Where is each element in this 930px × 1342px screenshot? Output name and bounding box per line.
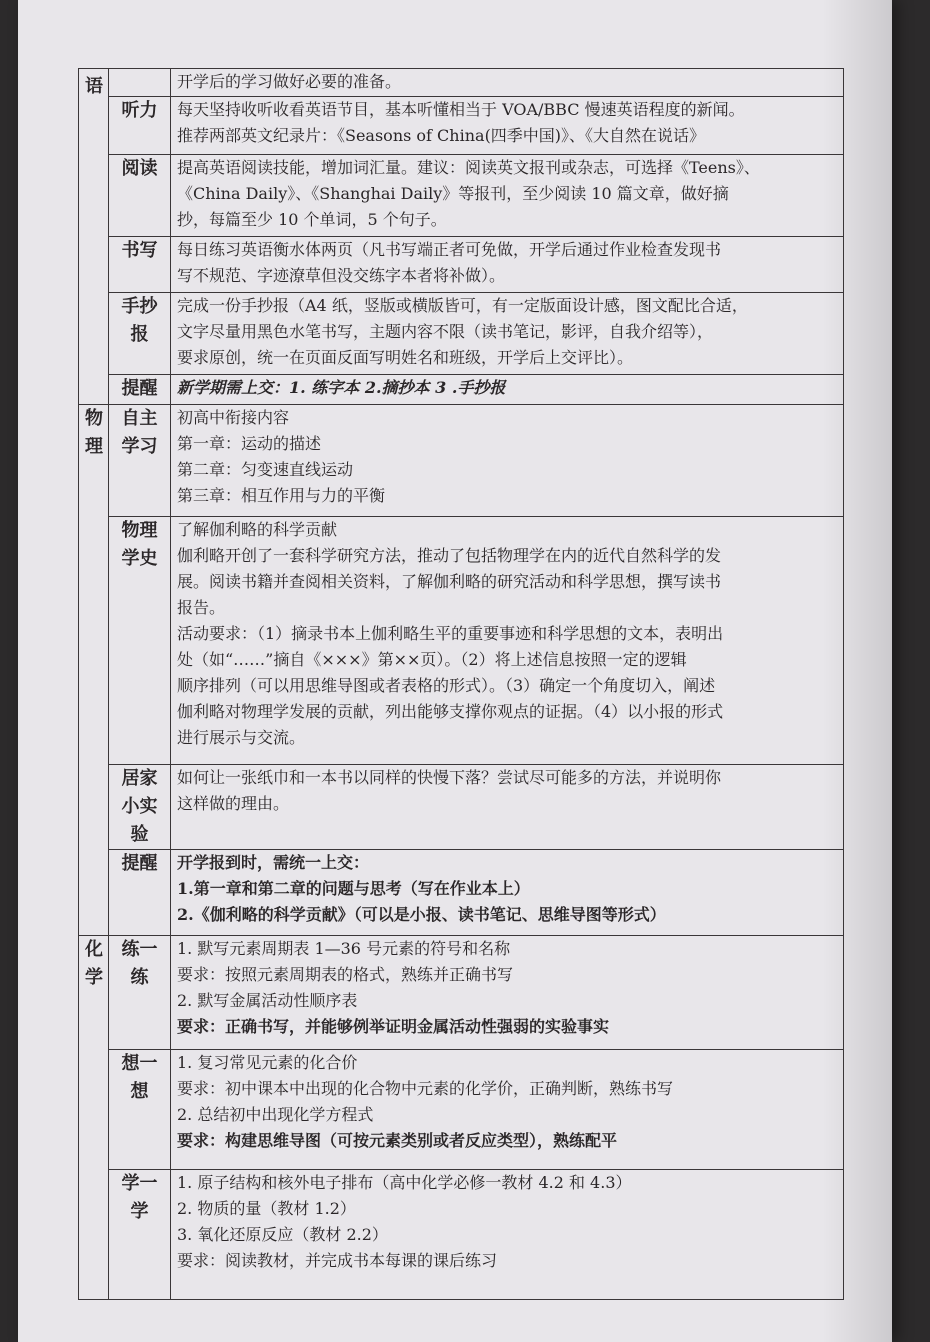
label-think: 想一想: [109, 1050, 171, 1170]
homework-table: [78, 68, 844, 1300]
english-row-listening: [79, 97, 844, 155]
english-intro-label: [109, 69, 171, 97]
english-row-handcopy: [79, 293, 844, 375]
chemistry-row-think: [79, 1050, 844, 1170]
physics-row-self-study: [79, 405, 844, 517]
content-think: 1. 复习常见元素的化合价 要求：初中课本中出现的化合物中元素的化学价，正确判断，熟练书写 2. 总结初中出现化学方程式 要求：构建思维导图（可按元素类别或者反应类型），熟练配平: [171, 1050, 844, 1170]
physics-row-reminder: [79, 850, 844, 936]
subject-physics: 物理: [79, 405, 109, 936]
content-reading: 提高英语阅读技能，增加词汇量。建议：阅读英文报刊或杂志，可选择《Teens》、 《China Daily》、《Shanghai Daily》等报刊，至少阅读 10 篇文章，做好摘 抄，每篇至少 10 个单词，5 个句子。: [171, 155, 844, 237]
subject-english: 语: [79, 69, 109, 405]
label-english-reminder: 提醒: [109, 375, 171, 405]
chemistry-row-practice: [79, 936, 844, 1050]
label-practice: 练一练: [109, 936, 171, 1050]
content-english-reminder: 新学期需上交：1. 练字本 2.摘抄本 3 .手抄报: [171, 375, 844, 405]
label-physics-reminder: 提醒: [109, 850, 171, 936]
physics-row-experiment: [79, 765, 844, 850]
label-self-study: 自主学习: [109, 405, 171, 517]
content-handcopy: 完成一份手抄报（A4 纸，竖版或横版皆可，有一定版面设计感，图文配比合适， 文字尽量用黑色水笔书写，主题内容不限（读书笔记，影评，自我介绍等）， 要求原创，统一在页面反面写明姓名和班级，开学后上交评比）。: [171, 293, 844, 375]
english-intro: 开学后的学习做好必要的准备。: [171, 69, 844, 97]
subject-chemistry: 化学: [79, 936, 109, 1300]
content-writing: 每日练习英语衡水体两页（凡书写端正者可免做，开学后通过作业检查发现书 写不规范、字迹潦草但没交练字本者将补做）。: [171, 237, 844, 293]
content-physics-history: 了解伽利略的科学贡献 伽利略开创了一套科学研究方法，推动了包括物理学在内的近代自然科学的发 展。阅读书籍并查阅相关资料，了解伽利略的研究活动和科学思想，撰写读书 报告。 活动要求：（1）摘录书本上伽利略生平的重要事迹和科学思想的文本，表明出 处（如“……”摘自《×××》第××页）。（2）将上述信息按照一定的逻辑 顺序排列（可以用思维导图或者表格的形式）。（3）确定一个角度切入，阐述 伽利略对物理学发展的贡献，列出能够支撑你观点的证据。（4）以小报的形式 进行展示与交流。: [171, 517, 844, 765]
content-self-study: 初高中衔接内容 第一章：运动的描述 第二章：匀变速直线运动 第三章：相互作用与力的平衡: [171, 405, 844, 517]
label-writing: 书写: [109, 237, 171, 293]
english-row-reading: [79, 155, 844, 237]
label-listening: 听力: [109, 97, 171, 155]
label-handcopy: 手抄报: [109, 293, 171, 375]
content-learn: 1. 原子结构和核外电子排布（高中化学必修一教材 4.2 和 4.3） 2. 物质的量（教材 1.2） 3. 氧化还原反应（教材 2.2） 要求：阅读教材，并完成书本每课的课后练习: [171, 1170, 844, 1300]
label-reading: 阅读: [109, 155, 171, 237]
label-learn: 学一学: [109, 1170, 171, 1300]
label-home-experiment: 居家小实验: [109, 765, 171, 850]
content-practice: 1. 默写元素周期表 1—36 号元素的符号和名称 要求：按照元素周期表的格式，熟练并正确书写 2. 默写金属活动性顺序表 要求：正确书写，并能够例举证明金属活动性强弱的实验事实: [171, 936, 844, 1050]
content-home-experiment: 如何让一张纸巾和一本书以同样的快慢下落？尝试尽可能多的方法，并说明你 这样做的理由。: [171, 765, 844, 850]
english-row-writing: [79, 237, 844, 293]
label-physics-history: 物理学史: [109, 517, 171, 765]
document-page: [18, 0, 892, 1342]
content-listening: 每天坚持收听收看英语节目，基本听懂相当于 VOA/BBC 慢速英语程度的新闻。 推荐两部英文纪录片：《Seasons of China(四季中国)》、《大自然在说话》: [171, 97, 844, 155]
english-intro-row: [79, 69, 844, 97]
content-physics-reminder: 开学报到时，需统一上交： 1.第一章和第二章的问题与思考（写在作业本上） 2.《伽利略的科学贡献》（可以是小报、读书笔记、思维导图等形式）: [171, 850, 844, 936]
physics-row-history: [79, 517, 844, 765]
english-row-reminder: [79, 375, 844, 405]
chemistry-row-learn: [79, 1170, 844, 1300]
